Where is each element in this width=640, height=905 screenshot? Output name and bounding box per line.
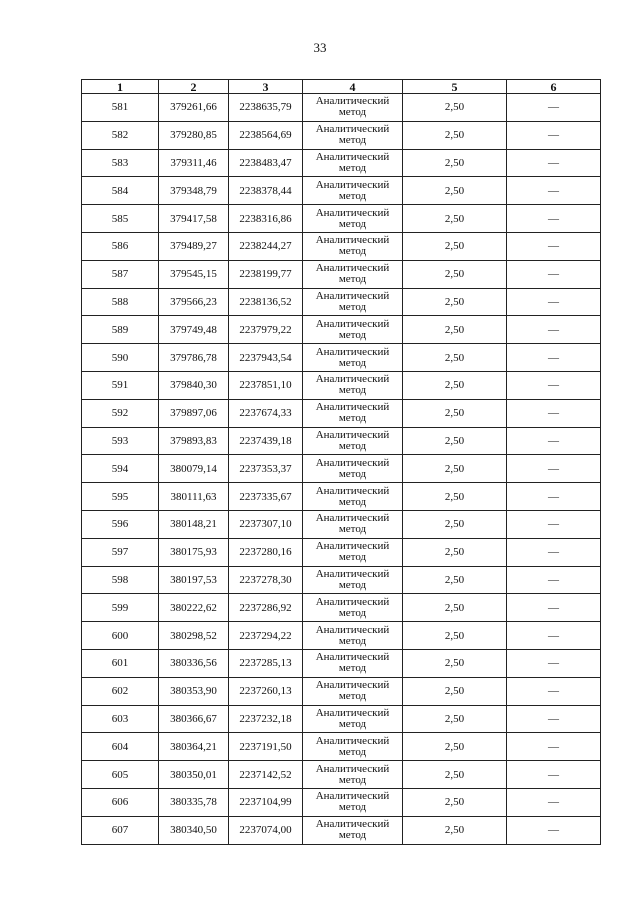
cell-y-coordinate: 2237979,22 (229, 316, 303, 344)
cell-point-number: 588 (82, 288, 159, 316)
cell-accuracy: 2,50 (403, 677, 507, 705)
cell-y-coordinate: 2237142,52 (229, 761, 303, 789)
cell-accuracy: 2,50 (403, 288, 507, 316)
cell-y-coordinate: 2238635,79 (229, 94, 303, 122)
cell-point-number: 596 (82, 510, 159, 538)
cell-description: — (507, 538, 601, 566)
cell-method: Аналитический метод (303, 94, 403, 122)
table-row (82, 594, 601, 622)
cell-x-coordinate: 380298,52 (159, 622, 229, 650)
cell-x-coordinate: 380364,21 (159, 733, 229, 761)
table-row (82, 260, 601, 288)
cell-method: Аналитический метод (303, 761, 403, 789)
cell-method: Аналитический метод (303, 649, 403, 677)
cell-accuracy: 2,50 (403, 649, 507, 677)
cell-accuracy: 2,50 (403, 761, 507, 789)
cell-accuracy: 2,50 (403, 316, 507, 344)
table-row (82, 816, 601, 844)
cell-accuracy: 2,50 (403, 344, 507, 372)
cell-y-coordinate: 2237280,16 (229, 538, 303, 566)
cell-x-coordinate: 380222,62 (159, 594, 229, 622)
cell-point-number: 581 (82, 94, 159, 122)
cell-point-number: 584 (82, 177, 159, 205)
cell-point-number: 583 (82, 149, 159, 177)
cell-description: — (507, 594, 601, 622)
table-row (82, 510, 601, 538)
header-col-5: 5 (403, 80, 507, 94)
cell-point-number: 589 (82, 316, 159, 344)
cell-accuracy: 2,50 (403, 177, 507, 205)
cell-x-coordinate: 380175,93 (159, 538, 229, 566)
cell-description: — (507, 121, 601, 149)
cell-accuracy: 2,50 (403, 427, 507, 455)
cell-accuracy: 2,50 (403, 622, 507, 650)
cell-method: Аналитический метод (303, 149, 403, 177)
cell-description: — (507, 788, 601, 816)
cell-description: — (507, 177, 601, 205)
table-row (82, 649, 601, 677)
cell-x-coordinate: 380350,01 (159, 761, 229, 789)
cell-method: Аналитический метод (303, 399, 403, 427)
table-row (82, 232, 601, 260)
page-number: 33 (313, 40, 327, 55)
cell-method: Аналитический метод (303, 566, 403, 594)
cell-description: — (507, 483, 601, 511)
cell-y-coordinate: 2237943,54 (229, 344, 303, 372)
table-row (82, 677, 601, 705)
cell-method: Аналитический метод (303, 733, 403, 761)
cell-description: — (507, 205, 601, 233)
cell-y-coordinate: 2237278,30 (229, 566, 303, 594)
cell-point-number: 595 (82, 483, 159, 511)
table-header-row (82, 80, 601, 94)
cell-description: — (507, 149, 601, 177)
table-row (82, 205, 601, 233)
table-row (82, 427, 601, 455)
cell-point-number: 586 (82, 232, 159, 260)
cell-y-coordinate: 2237285,13 (229, 649, 303, 677)
header-col-3: 3 (229, 80, 303, 94)
table-row (82, 622, 601, 650)
cell-description: — (507, 566, 601, 594)
table-row (82, 538, 601, 566)
cell-y-coordinate: 2238199,77 (229, 260, 303, 288)
cell-accuracy: 2,50 (403, 538, 507, 566)
table-row (82, 177, 601, 205)
cell-description: — (507, 761, 601, 789)
cell-x-coordinate: 379566,23 (159, 288, 229, 316)
cell-x-coordinate: 380079,14 (159, 455, 229, 483)
cell-point-number: 592 (82, 399, 159, 427)
table-row (82, 344, 601, 372)
cell-y-coordinate: 2237674,33 (229, 399, 303, 427)
cell-description: — (507, 816, 601, 844)
cell-x-coordinate: 380335,78 (159, 788, 229, 816)
cell-method: Аналитический метод (303, 427, 403, 455)
table-row (82, 788, 601, 816)
cell-method: Аналитический метод (303, 205, 403, 233)
table-row (82, 94, 601, 122)
cell-x-coordinate: 379489,27 (159, 232, 229, 260)
cell-description: — (507, 371, 601, 399)
cell-description: — (507, 427, 601, 455)
cell-y-coordinate: 2238316,86 (229, 205, 303, 233)
cell-accuracy: 2,50 (403, 705, 507, 733)
cell-x-coordinate: 379840,30 (159, 371, 229, 399)
cell-x-coordinate: 380353,90 (159, 677, 229, 705)
table-row (82, 483, 601, 511)
cell-description: — (507, 399, 601, 427)
cell-point-number: 594 (82, 455, 159, 483)
cell-point-number: 587 (82, 260, 159, 288)
cell-method: Аналитический метод (303, 177, 403, 205)
cell-y-coordinate: 2237104,99 (229, 788, 303, 816)
cell-y-coordinate: 2238136,52 (229, 288, 303, 316)
cell-y-coordinate: 2237191,50 (229, 733, 303, 761)
table-row (82, 566, 601, 594)
table-row (82, 316, 601, 344)
table-row (82, 733, 601, 761)
cell-y-coordinate: 2237286,92 (229, 594, 303, 622)
cell-accuracy: 2,50 (403, 788, 507, 816)
cell-accuracy: 2,50 (403, 371, 507, 399)
cell-method: Аналитический метод (303, 538, 403, 566)
cell-method: Аналитический метод (303, 260, 403, 288)
cell-accuracy: 2,50 (403, 483, 507, 511)
cell-x-coordinate: 379749,48 (159, 316, 229, 344)
cell-point-number: 603 (82, 705, 159, 733)
cell-description: — (507, 316, 601, 344)
cell-method: Аналитический метод (303, 232, 403, 260)
table-row (82, 288, 601, 316)
cell-x-coordinate: 379893,83 (159, 427, 229, 455)
cell-description: — (507, 232, 601, 260)
coordinates-table (81, 79, 601, 845)
cell-y-coordinate: 2237260,13 (229, 677, 303, 705)
cell-y-coordinate: 2237232,18 (229, 705, 303, 733)
cell-method: Аналитический метод (303, 622, 403, 650)
table-row (82, 399, 601, 427)
cell-point-number: 607 (82, 816, 159, 844)
cell-method: Аналитический метод (303, 510, 403, 538)
cell-point-number: 605 (82, 761, 159, 789)
cell-description: — (507, 94, 601, 122)
header-col-1: 1 (82, 80, 159, 94)
cell-accuracy: 2,50 (403, 94, 507, 122)
cell-x-coordinate: 379417,58 (159, 205, 229, 233)
cell-method: Аналитический метод (303, 121, 403, 149)
cell-x-coordinate: 380340,50 (159, 816, 229, 844)
cell-x-coordinate: 380336,56 (159, 649, 229, 677)
cell-description: — (507, 677, 601, 705)
cell-description: — (507, 510, 601, 538)
cell-description: — (507, 705, 601, 733)
cell-y-coordinate: 2237074,00 (229, 816, 303, 844)
cell-y-coordinate: 2238483,47 (229, 149, 303, 177)
cell-method: Аналитический метод (303, 288, 403, 316)
cell-point-number: 606 (82, 788, 159, 816)
table-row (82, 705, 601, 733)
cell-y-coordinate: 2237851,10 (229, 371, 303, 399)
cell-y-coordinate: 2237353,37 (229, 455, 303, 483)
cell-y-coordinate: 2238564,69 (229, 121, 303, 149)
cell-accuracy: 2,50 (403, 510, 507, 538)
cell-point-number: 585 (82, 205, 159, 233)
cell-y-coordinate: 2237439,18 (229, 427, 303, 455)
cell-x-coordinate: 379897,06 (159, 399, 229, 427)
cell-accuracy: 2,50 (403, 121, 507, 149)
cell-y-coordinate: 2237335,67 (229, 483, 303, 511)
header-col-2: 2 (159, 80, 229, 94)
cell-accuracy: 2,50 (403, 260, 507, 288)
cell-x-coordinate: 379311,46 (159, 149, 229, 177)
cell-accuracy: 2,50 (403, 594, 507, 622)
cell-accuracy: 2,50 (403, 149, 507, 177)
cell-point-number: 593 (82, 427, 159, 455)
cell-x-coordinate: 380197,53 (159, 566, 229, 594)
table-row (82, 371, 601, 399)
cell-description: — (507, 344, 601, 372)
cell-point-number: 591 (82, 371, 159, 399)
cell-description: — (507, 260, 601, 288)
cell-accuracy: 2,50 (403, 733, 507, 761)
table-row (82, 455, 601, 483)
cell-method: Аналитический метод (303, 705, 403, 733)
cell-method: Аналитический метод (303, 371, 403, 399)
cell-y-coordinate: 2238378,44 (229, 177, 303, 205)
cell-description: — (507, 649, 601, 677)
table-body (82, 94, 601, 845)
cell-x-coordinate: 379786,78 (159, 344, 229, 372)
cell-x-coordinate: 380111,63 (159, 483, 229, 511)
cell-point-number: 582 (82, 121, 159, 149)
cell-accuracy: 2,50 (403, 566, 507, 594)
cell-method: Аналитический метод (303, 594, 403, 622)
cell-x-coordinate: 380148,21 (159, 510, 229, 538)
cell-y-coordinate: 2237307,10 (229, 510, 303, 538)
cell-accuracy: 2,50 (403, 232, 507, 260)
cell-method: Аналитический метод (303, 788, 403, 816)
cell-method: Аналитический метод (303, 677, 403, 705)
cell-accuracy: 2,50 (403, 816, 507, 844)
cell-y-coordinate: 2237294,22 (229, 622, 303, 650)
cell-method: Аналитический метод (303, 344, 403, 372)
cell-description: — (507, 733, 601, 761)
cell-accuracy: 2,50 (403, 455, 507, 483)
cell-point-number: 599 (82, 594, 159, 622)
cell-point-number: 590 (82, 344, 159, 372)
header-col-4: 4 (303, 80, 403, 94)
cell-y-coordinate: 2238244,27 (229, 232, 303, 260)
cell-description: — (507, 288, 601, 316)
table-row (82, 121, 601, 149)
cell-point-number: 600 (82, 622, 159, 650)
cell-point-number: 601 (82, 649, 159, 677)
cell-point-number: 598 (82, 566, 159, 594)
cell-x-coordinate: 379348,79 (159, 177, 229, 205)
cell-method: Аналитический метод (303, 816, 403, 844)
cell-point-number: 597 (82, 538, 159, 566)
header-col-6: 6 (507, 80, 601, 94)
cell-accuracy: 2,50 (403, 399, 507, 427)
cell-x-coordinate: 380366,67 (159, 705, 229, 733)
cell-x-coordinate: 379280,85 (159, 121, 229, 149)
cell-x-coordinate: 379545,15 (159, 260, 229, 288)
cell-description: — (507, 455, 601, 483)
cell-method: Аналитический метод (303, 455, 403, 483)
cell-description: — (507, 622, 601, 650)
table-row (82, 149, 601, 177)
table-row (82, 761, 601, 789)
cell-point-number: 602 (82, 677, 159, 705)
cell-method: Аналитический метод (303, 483, 403, 511)
cell-point-number: 604 (82, 733, 159, 761)
cell-x-coordinate: 379261,66 (159, 94, 229, 122)
cell-method: Аналитический метод (303, 316, 403, 344)
cell-accuracy: 2,50 (403, 205, 507, 233)
